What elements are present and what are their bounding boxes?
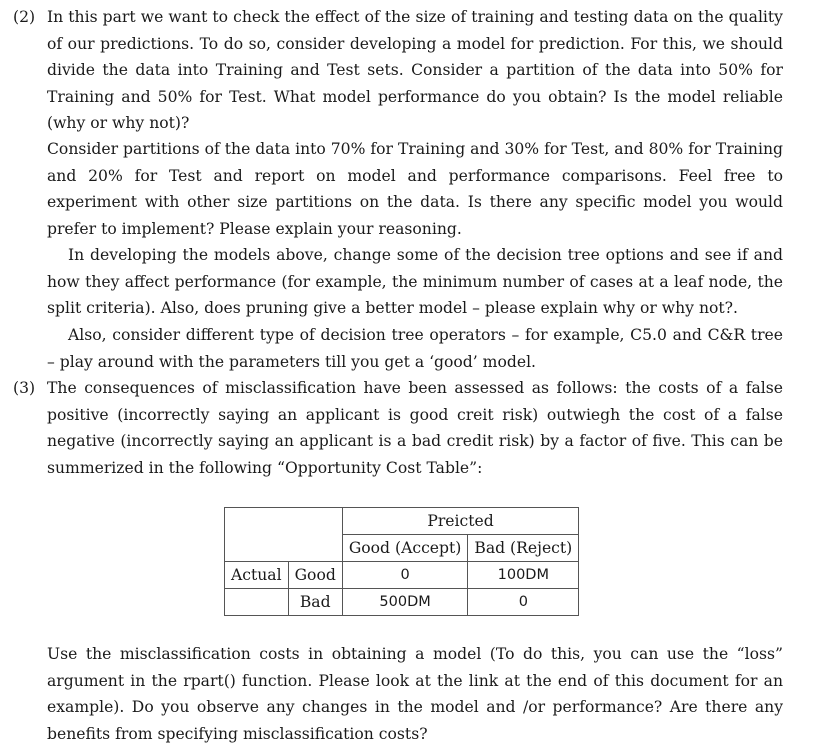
predicted-header: Preicted [342, 508, 578, 535]
cell-bad-bad: 0 [468, 589, 579, 616]
row-header-good: Good [288, 562, 342, 589]
item-2-number: (2) [13, 8, 36, 26]
cell-good-bad: 100DM [468, 562, 579, 589]
item-3-paragraph-1: The consequences of misclassification have been assessed as follows: the costs of a false positive (incorrectly saying an applicant is good creit risk) outwiegh the cost of a false negative (incorrectly saying an applicant is a bad credit risk) by a factor of five. This can be summerized in the following “Opportunity Cost Table”: [47, 379, 783, 477]
opportunity-cost-table [224, 507, 579, 616]
table-blank-cell [225, 535, 343, 562]
row-group-actual: Actual [225, 562, 289, 589]
row-group-actual-empty [225, 589, 289, 616]
item-3-number: (3) [13, 379, 36, 397]
item-2-paragraph-1: In this part we want to check the effect of the size of training and testing data on the quality of our predictions. To do so, consider developing a model for prediction. For this, we should divide the data into Training and Test sets. Consider a partition of the data into 50% for Training and 50% for Test. What model performance do you obtain? Is the model reliable (why or why not)? [47, 8, 783, 132]
table-corner-cell [225, 508, 343, 535]
item-2-paragraph-2: Consider partitions of the data into 70% for Training and 30% for Test, and 80% for Training and 20% for Test and report on model and performance comparisons. Feel free to experiment with other size partitions on the data. Is there any specific model you would prefer to implement? Please explain your reasoning. [47, 140, 783, 238]
col-header-bad: Bad (Reject) [468, 535, 579, 562]
item-3-paragraph-2: Use the misclassification costs in obtaining a model (To do this, you can use the “loss” argument in the rpart() function. Please look at the link at the end of this document for an example). Do you observe any changes in the model and /or performance? Are there any benefits from specifying misclassification costs? [47, 645, 783, 743]
cell-good-good: 0 [342, 562, 468, 589]
item-2-paragraph-4: Also, consider different type of decision tree operators – for example, C5.0 and C&R tree – play around with the parameters till you get a ‘good’ model. [47, 326, 783, 371]
cell-bad-good: 500DM [342, 589, 468, 616]
item-2-paragraph-3: In developing the models above, change some of the decision tree options and see if and how they affect performance (for example, the minimum number of cases at a leaf node, the split criteria). Also, does pruning give a better model – please explain why or why not?. [47, 246, 783, 317]
col-header-good: Good (Accept) [342, 535, 468, 562]
row-header-bad: Bad [288, 589, 342, 616]
